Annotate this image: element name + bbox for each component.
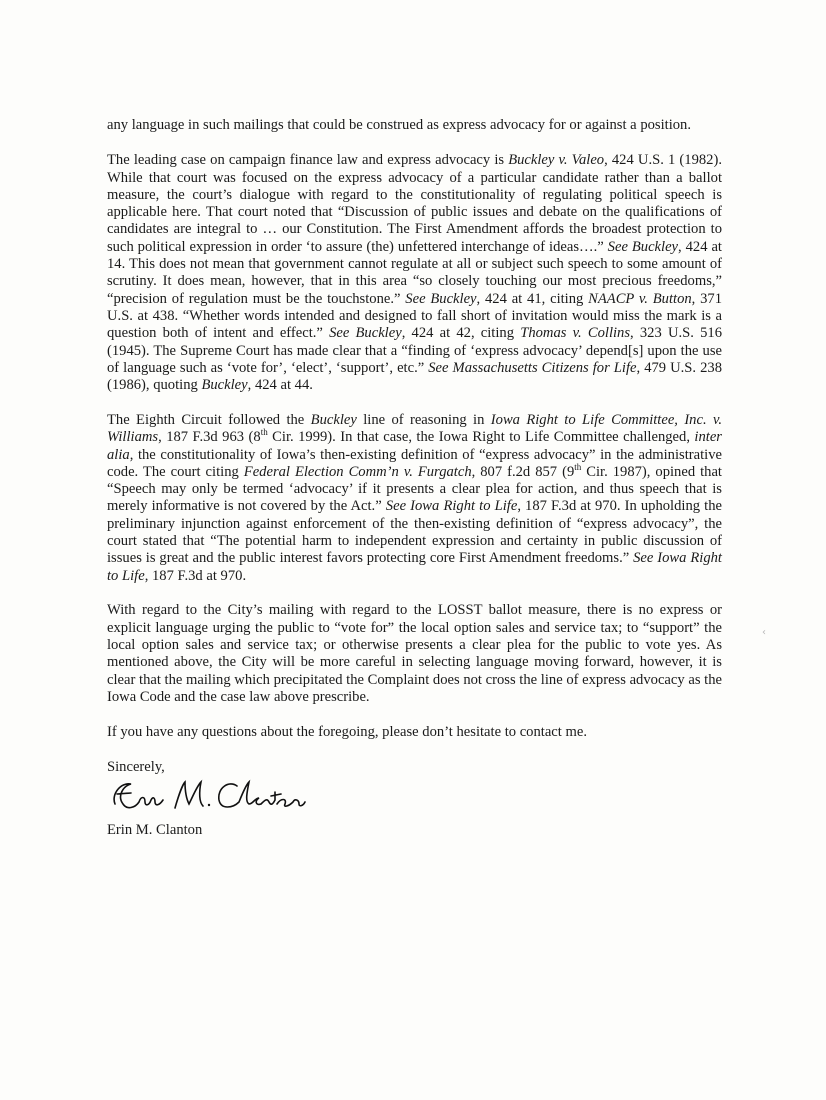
text-run: , 479 U.S. 238 (1986), quoting [107, 359, 722, 394]
paragraph-city-mailing [107, 602, 722, 706]
paragraph-continuation [107, 117, 722, 134]
text-run: , 371 U.S. at 438. “Whether words intended and designed to fall short of invitation would miss the mark is a question both of intent and effect.” [107, 290, 723, 342]
ordinal-suffix: th [574, 461, 582, 472]
italic-citation: See Buckley [329, 325, 402, 342]
closing-block [107, 759, 722, 840]
italic-citation: NAACP v. Button [588, 290, 692, 307]
text-run: , 807 f.2d 857 (9 [471, 463, 575, 480]
signer-name: Erin M. Clanton [107, 821, 203, 838]
italic-citation: See Iowa Right to Life [385, 498, 518, 515]
italic-citation: See Buckley [607, 238, 679, 255]
italic-citation: See Buckley [405, 290, 477, 307]
text-run: , 187 F.3d 963 (8 [158, 429, 261, 446]
text-run: , 187 F.3d at 970. [144, 567, 247, 584]
italic-citation: See Massachusetts Citizens for Life [428, 359, 637, 376]
text-run: If you have any questions about the foregoing, please don’t hesitate to contact me. [107, 723, 587, 740]
text-run: , 424 at 14. This does not mean that government cannot regulate at all or subject such speech to some amount of scrutiny. It does mean, however, that in this area “so closely touching our most precious freedoms,” “precision of regulation must be the touchstone.” [107, 238, 722, 307]
ordinal-suffix: th [260, 427, 268, 438]
italic-citation: See Iowa Right to Life [107, 550, 722, 584]
italic-citation: Iowa Right to Life Committee, Inc. v. Williams [107, 411, 723, 446]
paragraph-questions [107, 724, 722, 741]
italic-citation: inter alia [107, 429, 722, 463]
text-run: , the constitutionality of Iowa’s then-existing definition of “express advocacy” in the administrative code. The court citing [107, 446, 722, 480]
text-run: , 424 at 42, citing [401, 325, 521, 342]
paragraph-eighth-circuit [107, 412, 722, 585]
letter-body [107, 117, 722, 839]
margin-mark: ‹ [762, 627, 766, 638]
text-run: line of reasoning in [356, 411, 491, 428]
text-run: , 424 at 41, citing [476, 290, 589, 307]
text-run: With regard to the City’s mailing with regard to the LOSST ballot measure, there is no express or explicit language urging the public to “vote for” the local option sales and service tax; to “support” the local option sales and service tax; or otherwise presents a clear plea for the public to vote yes. As mentioned above, the City will be more careful in selecting language moving forward, however, it is clear that the mailing which precipitated the Complaint does not cross the line of express advocacy as the Iowa Code and the case law above prescribe. [107, 602, 722, 705]
text-run: Cir. 1987), opined that “Speech may only be termed ‘advocacy’ if it presents a clear plea for action, and thus speech that is merely informative is not covered by the Act.” [107, 463, 722, 515]
italic-citation: Thomas v. Collins [520, 325, 631, 342]
text-run: any language in such mailings that could be construed as express advocacy for or against a position. [107, 117, 691, 133]
text-run: The leading case on campaign finance law and express advocacy is [107, 152, 509, 169]
handwritten-signature [107, 780, 722, 822]
text-run: The Eighth Circuit followed the [107, 411, 311, 428]
paragraph-buckley [107, 152, 722, 394]
salutation: Sincerely, [107, 758, 165, 775]
italic-citation: Buckley v. Valeo [508, 152, 605, 169]
italic-citation: Buckley [310, 411, 357, 428]
text-run: , 424 U.S. 1 (1982). While that court was focused on the express advocacy of a particular candidate rather than a ballot measure, the court’s dialogue with regard to the constitutionality of regulating political speech is applicable here. That court noted that “Discussion of public issues and debate on the qualifications of candidates are integral to … our Constitution. The First Amendment affords the broadest protection to such political expression in order ‘to assure (the) unfettered interchange of ideas….” [107, 152, 722, 255]
text-run: , 323 U.S. 516 (1945). The Supreme Court has made clear that a “finding of ‘express advocacy’ depend[s] upon the use of language such as ‘vote for’, ‘elect’, ‘support’, etc.” [107, 325, 723, 376]
italic-citation: Buckley [201, 377, 248, 394]
text-run: Cir. 1999). In that case, the Iowa Right to Life Committee challenged, [267, 429, 695, 446]
text-run: , 424 at 44. [247, 377, 313, 394]
text-run: , 187 F.3d at 970. In upholding the preliminary injunction against enforcement of the then-existing definition of “express advocacy”, the court stated that “The potential harm to independent expression and certainty in public discussion of issues is great and the public interest favors protecting core First Amendment freedoms.” [107, 498, 722, 567]
signature-icon [109, 774, 309, 818]
italic-citation: Federal Election Comm’n v. Furgatch [243, 463, 472, 480]
